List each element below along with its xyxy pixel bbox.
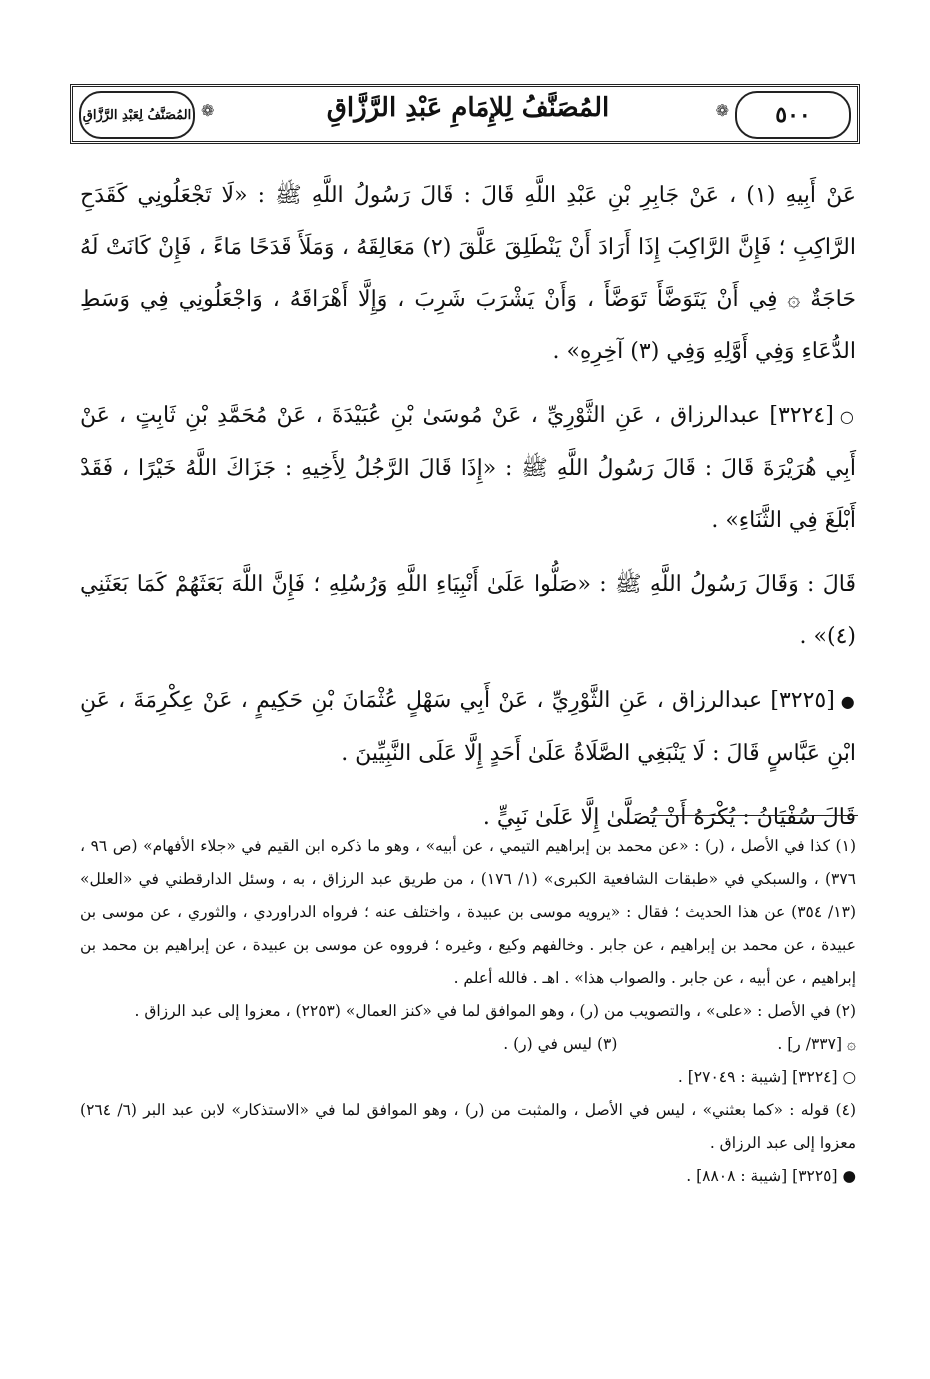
header-ornament-seal <box>79 91 195 139</box>
header-title: المُصَنَّفُ لِلإِمَامِ عَبْدِ الرَّزَّاقِ <box>326 93 610 123</box>
paragraph-1: عَنْ أَبِيهِ (١) ، عَنْ جَابِرِ بْنِ عَبْدِ اللَّهِ قَالَ : قَالَ رَسُولُ اللَّهِ ﷺ : «لَا تَجْعَلُونِي كَقَدَحِ الرَّاكِبِ ؛ فَإِنَّ الرَّاكِبَ إِذَا أَرَادَ أَنْ يَنْطَلِقَ عَلَّقَ (٢) مَعَالِقَهُ ، وَمَلَأَ قَدَحًا مَاءً ، فَإِنْ كَانَتْ لَهُ حَاجَةٌ ۞ فِي أَنْ يَتَوَضَّأَ تَوَضَّأَ ، وَأَنْ يَشْرَبَ شَرِبَ ، وَإِلَّا أَهْرَاقَهُ ، وَاجْعَلُونِي فِي وَسَطِ الدُّعَاءِ وَفِي أَوَّلِهِ وَفِي (٣) آخِرِهِ» . <box>80 183 856 364</box>
page-header <box>70 84 860 144</box>
footnote-1: (١) كذا في الأصل ، (ر) : «عن محمد بن إبراهيم التيمي ، عن أبيه» ، وهو ما ذكره ابن القيم في «جلاء الأفهام» (ص ٩٦ ، ٣٧٦) ، والسبكي في «طبقات الشافعية الكبرى» (١/ ١٧٦) ، من طريق عبد الرزاق ، به ، وسئل الدارقطني في «العلل» (١٣/ ٣٥٤) عن هذا الحديث ؛ فقال : «يرويه موسى بن عبيدة ، واختلف عنه ؛ فرواه الدراوردي ، والثوري ، عن موسى بن عبيدة ، عن محمد بن إبراهيم ، عن جابر . وخالفهم وكيع ، وغيره ؛ فرووه عن موسى بن عبيدة ، عن إبراهيم بن محمد بن إبراهيم ، عن أبيه ، عن جابر . والصواب هذا» . اهـ . فالله أعلم . <box>80 837 857 987</box>
dot-marker-icon: ● <box>840 692 856 711</box>
hadith-3225 <box>80 675 856 780</box>
hadith-3225-text: [٣٢٢٥] عبدالرزاق ، عَنِ الثَّوْرِيِّ ، عَنْ أَبِي سَهْلٍ عُثْمَانَ بْنِ حَكِيمٍ ، عَنْ عِكْرِمَةَ ، عَنِ ابْنِ عَبَّاسٍ قَالَ : لَا يَنْبَغِي الصَّلَاةُ عَلَىٰ أَحَدٍ إِلَّا عَلَى النَّبِيِّينَ . <box>80 688 856 766</box>
footnote-4: (٤) قوله : «كما بعثني» ، ليس في الأصل ، والمثبت من (ر) ، وهو الموافق لما في «الاستذكار» لابن عبد البر (٦/ ٢٦٤) معزوا إلى عبد الرزاق . <box>80 1101 856 1152</box>
paragraph-3: قَالَ : وَقَالَ رَسُولُ اللَّهِ ﷺ : «صَلُّوا عَلَىٰ أَنْبِيَاءِ اللَّهِ وَرُسُلِهِ ؛ فَإِنَّ اللَّهَ بَعَثَهُمْ كَمَا بَعَثَنِي (٤)» . <box>80 572 856 649</box>
source-3225: ● [٣٢٢٥] [شيبة : ٨٨٠٨] . <box>686 1167 856 1185</box>
page-number: ٥٠٠ <box>735 91 851 139</box>
main-text <box>80 170 856 856</box>
hadith-3224 <box>80 390 856 547</box>
footnote-2: (٢) في الأصل : «على» ، والتصويب من (ر) ، وهو الموافق لما في «كنز العمال» (٢٢٥٣) ، معزوا إلى عبد الرزاق . <box>134 1002 856 1020</box>
ornament-icon: ❁ <box>201 101 215 120</box>
hadith-3224-text: [٣٢٢٤] عبدالرزاق ، عَنِ الثَّوْرِيِّ ، عَنْ مُوسَىٰ بْنِ عُبَيْدَةَ ، عَنْ مُحَمَّدِ بْنِ ثَابِتٍ ، عَنْ أَبِي هُرَيْرَةَ قَالَ : قَالَ رَسُولُ اللَّهِ ﷺ : «إِذَا قَالَ الرَّجُلُ لِأَخِيهِ : جَزَاكَ اللَّهُ خَيْرًا ، فَقَدْ أَبْلَغَ فِي الثَّنَاءِ» . <box>80 403 856 533</box>
source-3224: ○ [٣٢٢٤] [شيبة : ٢٧٠٤٩] . <box>677 1068 856 1086</box>
circle-marker-icon: ○ <box>839 407 856 426</box>
paragraph-5: قَالَ سُفْيَانُ : يُكْرَهُ أَنْ يُصَلَّىٰ إِلَّا عَلَىٰ نَبِيٍّ . <box>482 805 856 830</box>
footnote-row <box>80 1028 856 1061</box>
footnote-divider <box>650 815 858 816</box>
footnote-ref: ۞ [٣٣٧/ ر] . <box>777 1035 856 1053</box>
footnote-3: (٣) ليس في (ر) . <box>503 1035 618 1053</box>
ornament-icon: ❁ <box>715 101 729 120</box>
ornament-text: المُصَنَّفُ لِعَبْدِ الرَّزَّاقِ <box>82 107 192 123</box>
footnotes <box>80 830 856 1193</box>
